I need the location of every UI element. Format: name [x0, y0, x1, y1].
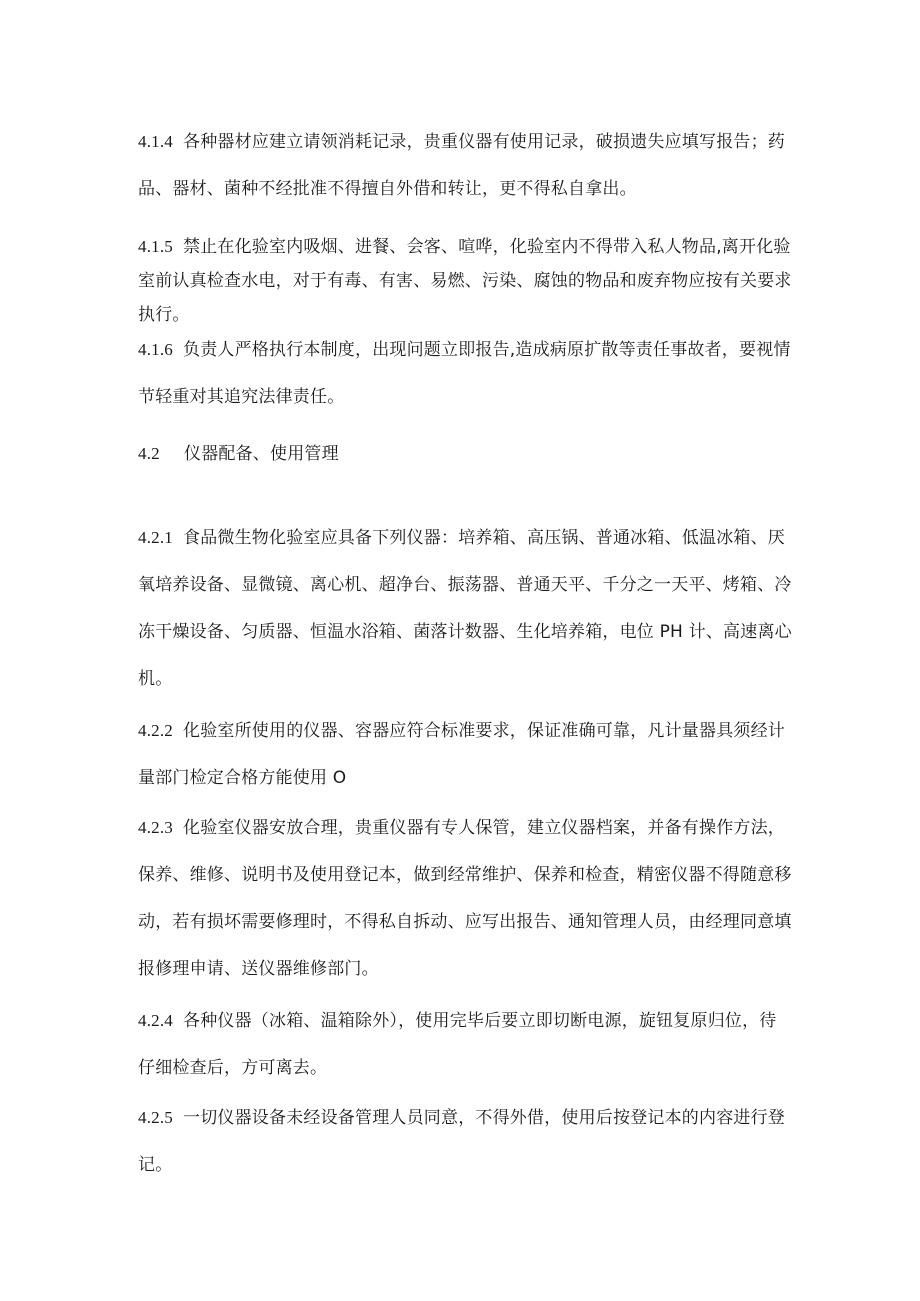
paragraph-line — [138, 719, 788, 743]
clause-text: 量部门检定合格方能使用 O — [138, 768, 347, 788]
paragraph-line — [138, 1153, 788, 1177]
clause-text: 冻干燥设备、匀质器、恒温水浴箱、菌落计数器、生化培养箱，电位 PH 计、高速离心 — [138, 622, 792, 642]
paragraph-line — [138, 130, 788, 154]
clause-text: 各种仪器（冰箱、温箱除外），使用完毕后要立即切断电源，旋钮复原归位，待 — [183, 1011, 777, 1031]
paragraph-line — [138, 269, 792, 293]
clause-text: 化验室所使用的仪器、容器应符合标准要求，保证准确可靠，凡计量器具须经计 — [183, 721, 785, 741]
paragraph-line — [138, 235, 791, 259]
clause-text: 机。 — [138, 669, 173, 689]
clause-text: 仔细检查后，方可离去。 — [138, 1058, 328, 1078]
clause-text: 节轻重对其追究法律责任。 — [138, 387, 345, 407]
paragraph-4-2-4 — [138, 1009, 788, 1080]
section-heading-4-2 — [138, 442, 788, 466]
clause-text: 动，若有损坏需要修理时，不得私自拆动、应写出报告、通知管理人员，由经理同意填 — [138, 912, 792, 932]
section-title: 仪器配备、使用管理 — [184, 444, 339, 464]
clause-number: 4.1.4 — [138, 132, 173, 151]
paragraph-line — [138, 303, 788, 327]
paragraph-line — [138, 910, 792, 934]
paragraph-line — [138, 573, 792, 597]
clause-text: 记。 — [138, 1155, 173, 1175]
paragraph-line — [138, 385, 788, 409]
clause-number: 4.1.5 — [138, 237, 173, 256]
paragraph-line — [138, 957, 788, 981]
clause-number: 4.2.4 — [138, 1011, 173, 1030]
clause-text: 食品微生物化验室应具备下列仪器：培养箱、高压锅、普通冰箱、低温冰箱、厌 — [183, 528, 785, 548]
clause-number: 4.2.5 — [138, 1108, 173, 1127]
clause-number: 4.2.1 — [138, 528, 173, 547]
clause-text: 负责人严格执行本制度，出现问题立即报告,造成病原扩散等责任事故者，要视情 — [183, 340, 791, 360]
paragraph-4-2-5 — [138, 1106, 788, 1177]
paragraph-4-2-3 — [138, 816, 792, 981]
paragraph-line — [138, 1009, 788, 1033]
heading-line — [138, 442, 788, 466]
paragraph-line — [138, 863, 792, 887]
paragraph-line — [138, 526, 788, 550]
clause-text: 氧培养设备、显微镜、离心机、超净台、振荡器、普通天平、千分之一天平、烤箱、冷 — [138, 575, 792, 595]
clause-text: 一切仪器设备未经设备管理人员同意，不得外借，使用后按登记本的内容进行登 — [183, 1108, 785, 1128]
clause-text: 报修理申请、送仪器维修部门。 — [138, 959, 379, 979]
paragraph-line — [138, 620, 792, 644]
paragraph-4-2-1 — [138, 526, 792, 691]
paragraph-line — [138, 816, 788, 840]
paragraph-line — [138, 1106, 788, 1130]
clause-text: 禁止在化验室内吸烟、进餐、会客、喧哗，化验室内不得带入私人物品,离开化验 — [183, 237, 791, 257]
paragraph-4-1-4 — [138, 130, 788, 201]
clause-text: 执行。 — [138, 305, 190, 325]
section-number: 4.2 — [138, 444, 160, 463]
clause-text: 保养、维修、说明书及使用登记本，做到经常维护、保养和检查，精密仪器不得随意移 — [138, 865, 792, 885]
clause-number: 4.2.3 — [138, 818, 173, 837]
clause-text: 各种器材应建立请领消耗记录，贵重仪器有使用记录，破损遗失应填写报告；药 — [183, 132, 785, 152]
paragraph-line — [138, 177, 788, 201]
clause-text: 室前认真检查水电，对于有毒、有害、易燃、污染、腐蚀的物品和废弃物应按有关要求 — [138, 271, 792, 291]
clause-number: 4.1.6 — [138, 340, 173, 359]
paragraph-4-2-2 — [138, 719, 788, 790]
clause-text: 化验室仪器安放合理，贵重仪器有专人保管，建立仪器档案，并备有操作方法， — [183, 818, 785, 838]
clause-text: 品、器材、菌种不经批准不得擅自外借和转让，更不得私自拿出。 — [138, 179, 637, 199]
paragraph-line — [138, 1056, 788, 1080]
paragraph-4-1-5 — [138, 235, 792, 327]
paragraph-line — [138, 338, 791, 362]
paragraph-line — [138, 766, 788, 790]
clause-number: 4.2.2 — [138, 721, 173, 740]
paragraph-4-1-6 — [138, 338, 791, 409]
paragraph-line — [138, 667, 788, 691]
